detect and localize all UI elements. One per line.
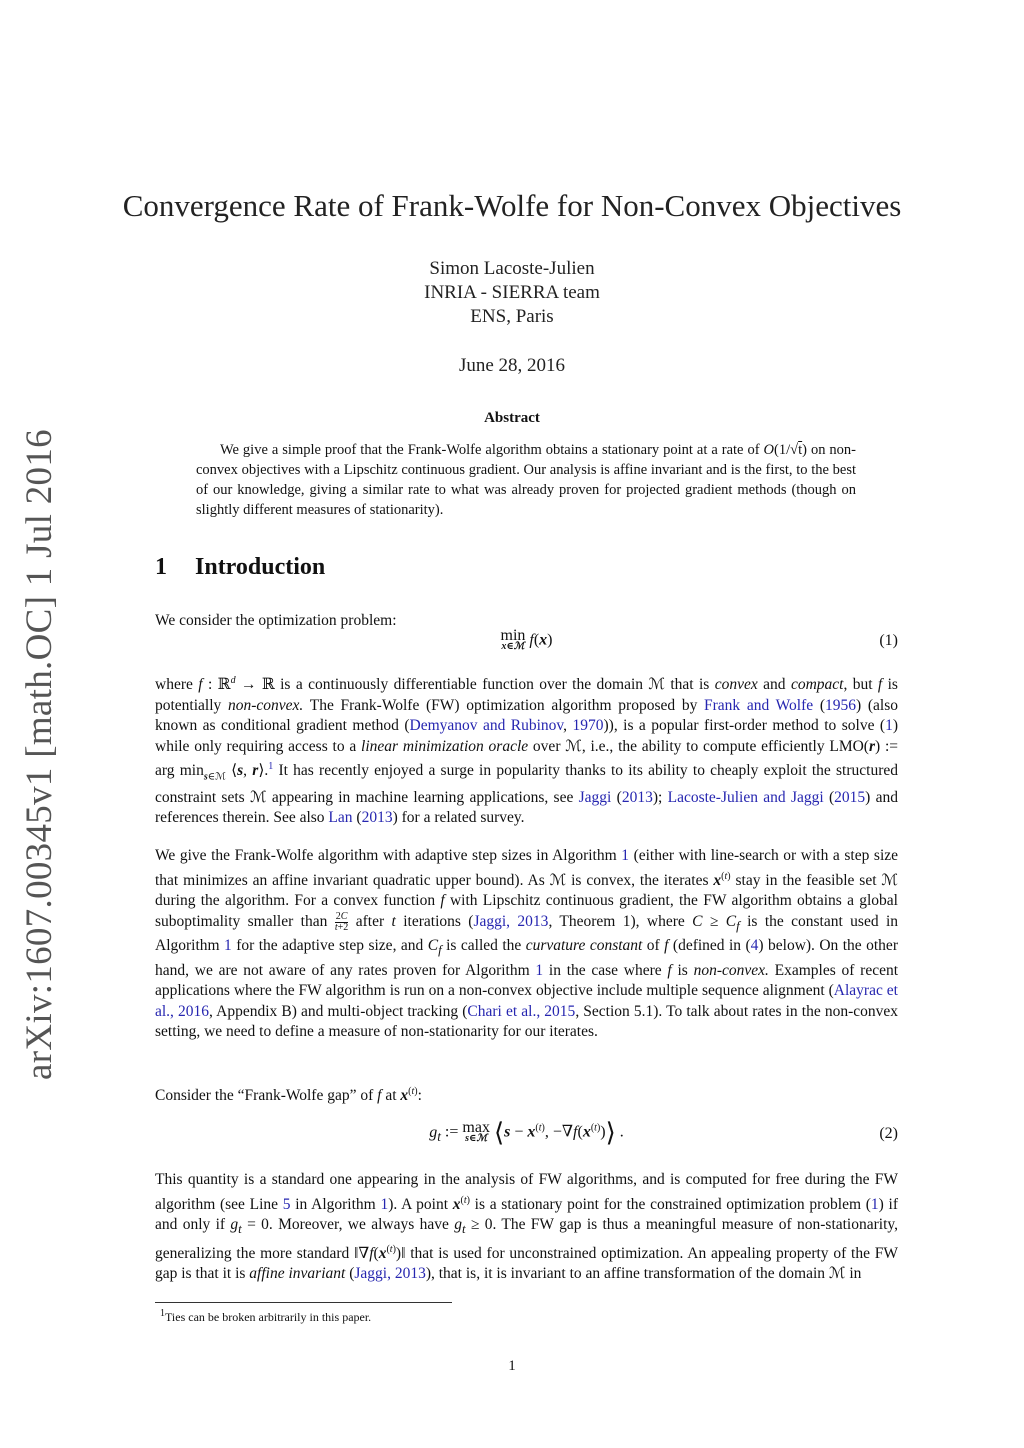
ref-alg-1b[interactable]: 1 <box>224 937 232 955</box>
cite-lacoste-jaggi[interactable]: Jaggi <box>790 788 824 806</box>
cite-lacoste-julien[interactable]: Lacoste-Julien and <box>667 788 786 806</box>
cite-2015[interactable]: 2015 <box>834 788 866 806</box>
ref-line-5[interactable]: 5 <box>282 1195 291 1213</box>
abstract-text: We give a simple proof that the Frank-Wolfe algorithm obtains a stationary point at a rate of O(1/√t) on non-convex objectives with a Lipschitz continuous gradient. Our analysis is affine invariant and is the first, to the best of our knowledge, giving a similar rate to what was already proven for projected gradient methods (though on slightly different measures of stationarity). <box>196 442 857 518</box>
cite-lan[interactable]: Lan <box>328 809 353 827</box>
cite-jaggi[interactable]: Jaggi <box>578 788 612 806</box>
intro-paragraph-3: This quantity is a standard one appearing in the analysis of FW algorithms, and is computed for free during the FW algorithm (see Line 5 in Algorithm 1). A point $x^{(t)}$ is a stationary point for the constrained optimization problem (1) if and only if $g_t = 0$. Moreover, we always have $g_t \ge 0$. The FW gap is thus a meaningful measure of non-stationarity, generalizing the more standard $‖\nabla f(x^{(t)})‖$ that is used for unconstrained optimization. An appealing property of the FW gap is that it is affine invariant (Jaggi, 2013), that is, it is invariant to an affine transformation of the domain ℳ in <box>155 1171 899 1283</box>
author-affiliation-1: INRIA - SIERRA team <box>424 282 600 303</box>
footnote-rule <box>155 1302 452 1303</box>
cite-1956[interactable]: 1956 <box>825 696 857 714</box>
paper-title: Convergence Rate of Frank-Wolfe for Non-Convex Objectives <box>122 188 902 223</box>
cite-frank-wolfe[interactable]: Frank and Wolfe <box>704 696 814 714</box>
ref-alg-1[interactable]: 1 <box>621 847 629 864</box>
section-heading: 1 Introduction <box>155 554 326 580</box>
cite-jaggi-2013-inline[interactable]: Jaggi, 2013 <box>473 912 549 930</box>
author-name: Simon Lacoste-Julien <box>429 258 595 279</box>
abstract-heading: Abstract <box>484 410 540 426</box>
paper-date: June 28, 2016 <box>458 355 566 376</box>
equation-2: $g_t$ := max s∈ℳ ⟨s − $x^{(t)}$, $-\nabla f(x^{(t)})⟩$ . (2) <box>429 1118 898 1147</box>
cite-demyanov[interactable]: Demyanov and Rubinov <box>409 717 564 735</box>
cite-chari-2015[interactable]: et al., 2015 <box>505 1002 576 1020</box>
cite-jaggi-2013-b[interactable]: Jaggi, 2013 <box>354 1265 426 1283</box>
author-affiliation-2: ENS, Paris <box>470 306 554 327</box>
ref-alg-1c[interactable]: 1 <box>535 961 544 979</box>
cite-chari[interactable]: Chari <box>467 1002 502 1020</box>
ref-eq-1b[interactable]: 1 <box>870 1195 879 1213</box>
intro-consider: We consider the optimization problem: <box>155 612 397 629</box>
ref-eq-1[interactable]: 1 <box>885 717 893 735</box>
cite-1970[interactable]: 1970 <box>572 717 604 735</box>
footnote: $^1$Ties can be broken arbitrarily in this paper. <box>160 1308 372 1324</box>
page-number: 1 <box>508 1358 516 1374</box>
fw-gap-intro: Consider the “Frank-Wolfe gap” of f at $x^{(t)}$: <box>155 1086 422 1105</box>
arxiv-sidebar-stamp: arXiv:1607.00345v1 [math.OC] 1 Jul 2016 <box>19 429 60 1080</box>
cite-jaggi-2013[interactable]: 2013 <box>621 788 653 806</box>
intro-paragraph-1: where f : ℝ$^d$ → ℝ is a continuously differentiable function over the domain ℳ that is convex and compact, but f is potentially non-convex. The Frank-Wolfe (FW) optimization algorithm proposed by Frank and Wolfe (1956) (also known as conditional gradient method (Demyanov and Rubinov, 1970)), is a popular first-order method to solve (1) while only requiring access to a linear minimization oracle over ℳ, i.e., the ability to compute efficiently LMO(r) := arg $\min_{s\in ℳ}$ ⟨s, r⟩.$^1$ It has recently enjoyed a surge in popularity thanks to its ability to cheaply exploit the structured constraint sets ℳ appearing in machine learning applications, see Jaggi (2013); Lacoste-Julien and Jaggi (2015) and references therein. See also Lan (2013) for a related survey. <box>155 675 899 827</box>
cite-lan-2013[interactable]: 2013 <box>361 809 393 827</box>
equation-1: min x∈ℳ f(x) (1) <box>500 627 898 652</box>
ref-alg-1d[interactable]: 1 <box>380 1195 389 1213</box>
intro-paragraph-2: We give the Frank-Wolfe algorithm with adaptive step sizes in Algorithm 1 (either with line-search or with a step size that minimizes an affine invariant quadratic upper bound). As ℳ is convex, the iterates $x^{(t)}$ stay in the feasible set ℳ during the algorithm. For a convex function f with Lipschitz continuous gradient, the FW algorithm obtains a global suboptimality smaller than $\frac{2C}{t+2}$ after t iterations (Jaggi, 2013, Theorem 1), where $C \ge C_f$ is the constant used in Algorithm 1 for the adaptive step size, and $C_f$ is called the curvature constant of f (defined in (4) below). On the other hand, we are not aware of any rates proven for Algorithm 1 in the case where f is non-convex. Examples of recent applications where the FW algorithm is run on a non-convex objective include multiple sequence alignment (Alayrac et al., 2016, Appendix B) and multi-object tracking (Chari et al., 2015, Section 5.1). To talk about rates in the non-convex setting, we need to define a measure of non-stationarity for our iterates. <box>155 847 899 1041</box>
cite-alayrac[interactable]: Alayrac et al., 2016 <box>155 982 898 1020</box>
ref-eq-4[interactable]: 4 <box>750 937 759 955</box>
